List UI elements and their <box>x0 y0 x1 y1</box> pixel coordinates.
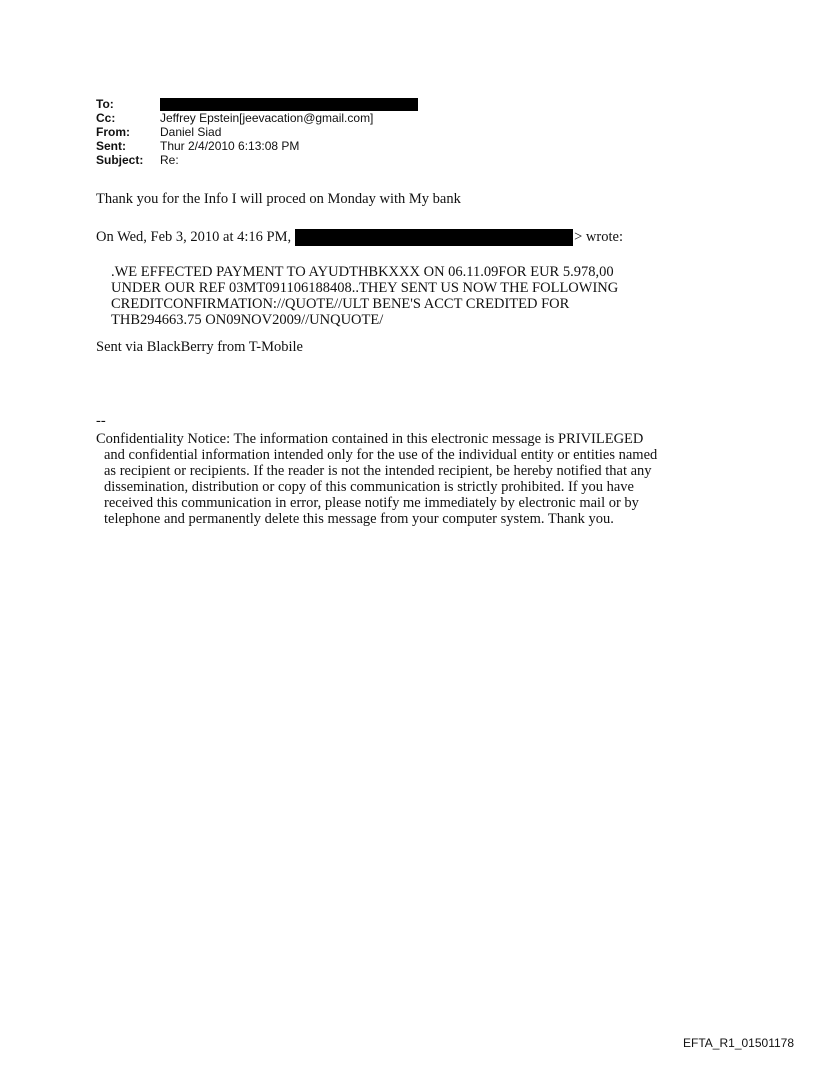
quoted-line: CREDITCONFIRMATION://QUOTE//ULT BENE'S ACCT CREDITED FOR <box>111 296 570 312</box>
notice-line: telephone and permanently delete this message from your computer system. Thank you. <box>104 511 614 527</box>
subject-row <box>96 153 418 167</box>
subject-value: Re: <box>160 153 179 167</box>
notice-line: Confidentiality Notice: The information contained in this electronic message is PRIVILEGED <box>96 431 644 447</box>
quote-attribution <box>96 229 623 246</box>
attribution-suffix: > wrote: <box>574 229 623 245</box>
sent-row <box>96 139 418 153</box>
document-id: EFTA_R1_01501178 <box>683 1036 794 1050</box>
to-label: To: <box>96 97 114 111</box>
cc-value: Jeffrey Epstein[jeevacation@gmail.com] <box>160 111 374 125</box>
cc-row <box>96 111 418 125</box>
quoted-line: UNDER OUR REF 03MT091106188408..THEY SENT US NOW THE FOLLOWING <box>111 280 619 296</box>
to-row <box>96 97 418 111</box>
subject-label: Subject: <box>96 153 144 167</box>
signature: Sent via BlackBerry from T-Mobile <box>96 339 303 355</box>
notice-line: dissemination, distribution or copy of this communication is strictly prohibited. If you have <box>104 479 634 495</box>
from-value: Daniel Siad <box>160 125 222 139</box>
signature-separator: -- <box>96 413 106 429</box>
cc-label: Cc: <box>96 111 116 125</box>
redacted-recipient <box>160 98 418 111</box>
quoted-line: THB294663.75 ON09NOV2009//UNQUOTE/ <box>111 312 384 328</box>
notice-line: and confidential information intended only for the use of the individual entity or entities named <box>104 447 658 463</box>
sent-label: Sent: <box>96 139 126 153</box>
attribution-prefix: On Wed, Feb 3, 2010 at 4:16 PM, <box>96 229 292 245</box>
sent-value: Thur 2/4/2010 6:13:08 PM <box>160 139 300 153</box>
reply-text: Thank you for the Info I will proced on Monday with My bank <box>96 191 461 207</box>
redacted-sender <box>295 229 573 246</box>
quoted-message <box>111 264 618 328</box>
notice-line: received this communication in error, please notify me immediately by electronic mail or by <box>104 495 639 511</box>
quoted-line: .WE EFFECTED PAYMENT TO AYUDTHBKXXX ON 06.11.09FOR EUR 5.978,00 <box>111 264 614 280</box>
email-header <box>96 97 418 167</box>
notice-line: as recipient or recipients. If the reader is not the intended recipient, be hereby notified that any <box>104 463 652 479</box>
from-row <box>96 125 418 139</box>
from-label: From: <box>96 125 130 139</box>
confidentiality-notice <box>96 431 716 527</box>
